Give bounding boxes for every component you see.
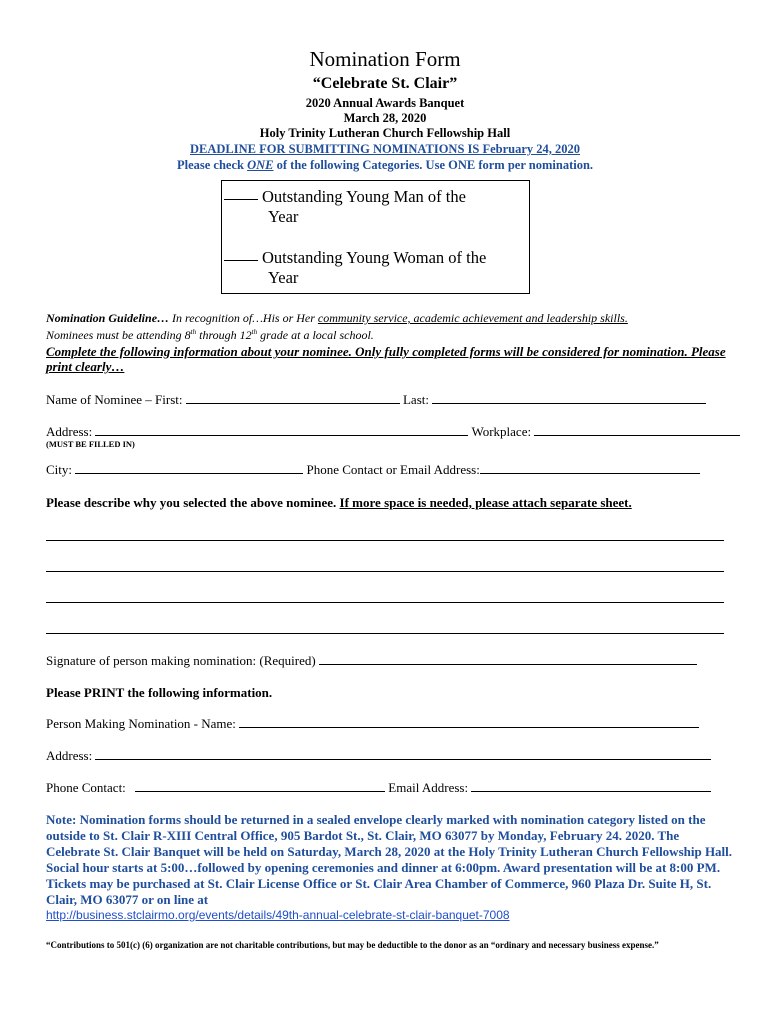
first-name-field[interactable]	[186, 392, 400, 404]
last-name-field[interactable]	[432, 392, 706, 404]
nominee-city-row: City: Phone Contact or Email Address:	[46, 462, 700, 478]
event-name: 2020 Annual Awards Banquet	[305, 96, 465, 110]
event-date: March 28, 2020	[343, 111, 427, 125]
category-checkline[interactable]	[224, 260, 258, 261]
nominator-address-field[interactable]	[95, 748, 711, 760]
description-line[interactable]	[46, 540, 724, 541]
return-instructions-note: Note: Nomination forms should be returned in a sealed envelope clearly marked with nomination category listed on the outside to St. Clair R-XIII Central Office, 905 Bardot St., St. Clair, MO 63077 by Monday, February 24. 2020. The Celebrate St. Clair Banquet will be held on Saturday, March 28, 2020 at the Holy Trinity Lutheran Church Fellowship Hall. Social hour starts at 5:00…followed by opening ceremonies and dinner at 6:00pm. Award presentation will be at 8:00 PM. Tickets may be purchased at St. Clair License Office or St. Clair Area Chamber of Commerce, 960 Plaza Dr. Suite H, St. Clair, MO 63077 or on line at	[46, 812, 733, 907]
nomination-guideline: Nomination Guideline… In recognition of…His or Her community service, academic achievement and leadership skills.	[46, 311, 628, 325]
nominator-name-row: Person Making Nomination - Name:	[46, 716, 699, 732]
description-line[interactable]	[46, 571, 724, 572]
nominee-address-row: Address: Workplace:	[46, 424, 740, 440]
nominator-address-row: Address:	[46, 748, 711, 764]
category-instruction: Please check ONE of the following Categories. Use ONE form per nomination.	[176, 158, 594, 172]
nominee-address-field[interactable]	[95, 424, 468, 436]
category-checkline[interactable]	[224, 199, 258, 200]
nominator-name-field[interactable]	[239, 716, 699, 728]
category-option-young-woman[interactable]: Outstanding Young Woman of the Year	[224, 248, 486, 288]
tax-footnote: “Contributions to 501(c) (6) organization are not charitable contributions, but may be deductible to the donor as an “ordinary and necessary business expense.”	[46, 940, 659, 950]
signature-row: Signature of person making nomination: (Required)	[46, 653, 697, 669]
nominator-email-field[interactable]	[471, 780, 711, 792]
event-location: Holy Trinity Lutheran Church Fellowship Hall	[259, 126, 511, 140]
banquet-link[interactable]: http://business.stclairmo.org/events/details/49th-annual-celebrate-st-clair-banquet-7008	[46, 908, 510, 922]
category-option-young-man[interactable]: Outstanding Young Man of the Year	[224, 187, 466, 227]
workplace-field[interactable]	[534, 424, 740, 436]
deadline-notice: DEADLINE FOR SUBMITTING NOMINATIONS IS February 24, 2020	[189, 142, 581, 156]
nominee-name-row: Name of Nominee – First: Last:	[46, 392, 706, 408]
print-heading: Please PRINT the following information.	[46, 685, 273, 700]
form-title: Nomination Form	[309, 47, 461, 71]
must-fill-note: (MUST BE FILLED IN)	[46, 439, 135, 449]
city-field[interactable]	[75, 462, 303, 474]
form-subtitle: “Celebrate St. Clair”	[312, 75, 458, 92]
description-line[interactable]	[46, 602, 724, 603]
signature-field[interactable]	[319, 653, 697, 665]
completion-instruction: Complete the following information about your nominee. Only fully completed forms will be considered for nomination. Please print clearly…	[46, 344, 726, 374]
nominator-phone-field[interactable]	[135, 780, 385, 792]
nominator-contact-row: Phone Contact: Email Address:	[46, 780, 711, 796]
description-prompt: Please describe why you selected the above nominee. If more space is needed, please attach separate sheet.	[46, 495, 632, 510]
grade-requirement: Nominees must be attending 8th through 12th grade at a local school.	[46, 328, 374, 342]
contact-field[interactable]	[480, 462, 700, 474]
category-box	[221, 180, 530, 294]
description-line[interactable]	[46, 633, 724, 634]
